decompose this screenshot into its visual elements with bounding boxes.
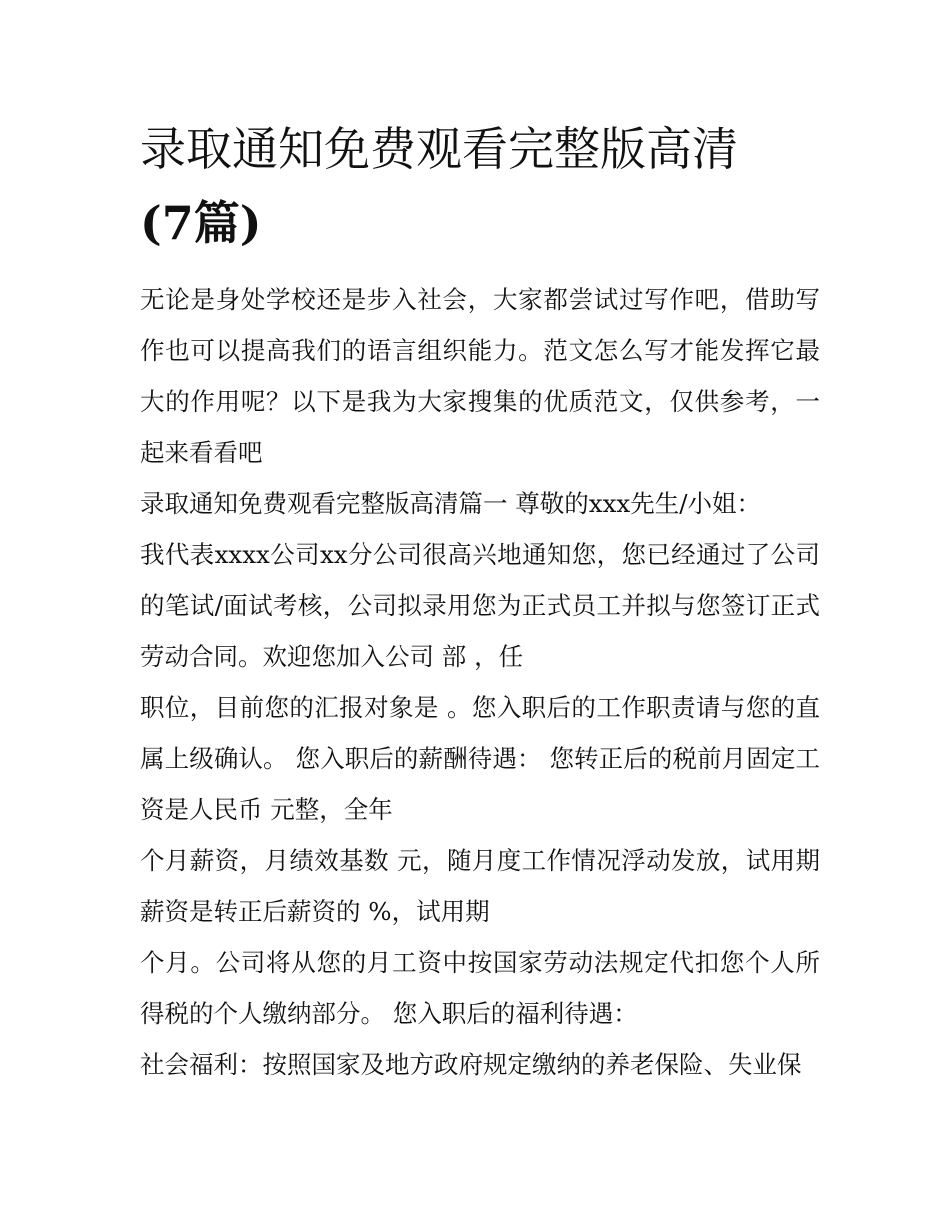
body-paragraph: 个月。公司将从您的月工资中按国家劳动法规定代扣您个人所得税的个人缴纳部分。 您入职后的福利待遇： xyxy=(140,948,820,1028)
document-content xyxy=(140,112,820,1090)
section-heading-paragraph: 录取通知免费观看完整版高清篇一 尊敬的xxx先生/小姐： xyxy=(140,489,761,518)
body-paragraph: 个月薪资，月绩效基数 元，随月度工作情况浮动发放，试用期薪资是转正后薪资的 %，试用期 xyxy=(140,846,820,926)
document-body xyxy=(140,274,820,1090)
document-title xyxy=(140,112,820,260)
title-line-2: (7篇) xyxy=(140,196,262,250)
intro-paragraph: 无论是身处学校还是步入社会，大家都尝试过写作吧，借助写作也可以提高我们的语言组织能力。范文怎么写才能发挥它最大的作用呢？以下是我为大家搜集的优质范文，仅供参考，一起来看看吧 xyxy=(140,285,820,467)
body-paragraph: 我代表xxxx公司xx分公司很高兴地通知您，您已经通过了公司的笔试/面试考核，公司拟录用您为正式员工并拟与您签订正式劳动合同。欢迎您加入公司 部 ，任 xyxy=(140,540,820,671)
body-paragraph: 社会福利：按照国家及地方政府规定缴纳的养老保险、失业保 xyxy=(140,1050,802,1079)
title-line-1: 录取通知免费观看完整版高清 xyxy=(140,122,738,176)
body-paragraph: 职位，目前您的汇报对象是 。您入职后的工作职责请与您的直属上级确认。 您入职后的薪酬待遇： 您转正后的税前月固定工资是人民币 元整，全年 xyxy=(140,693,820,824)
